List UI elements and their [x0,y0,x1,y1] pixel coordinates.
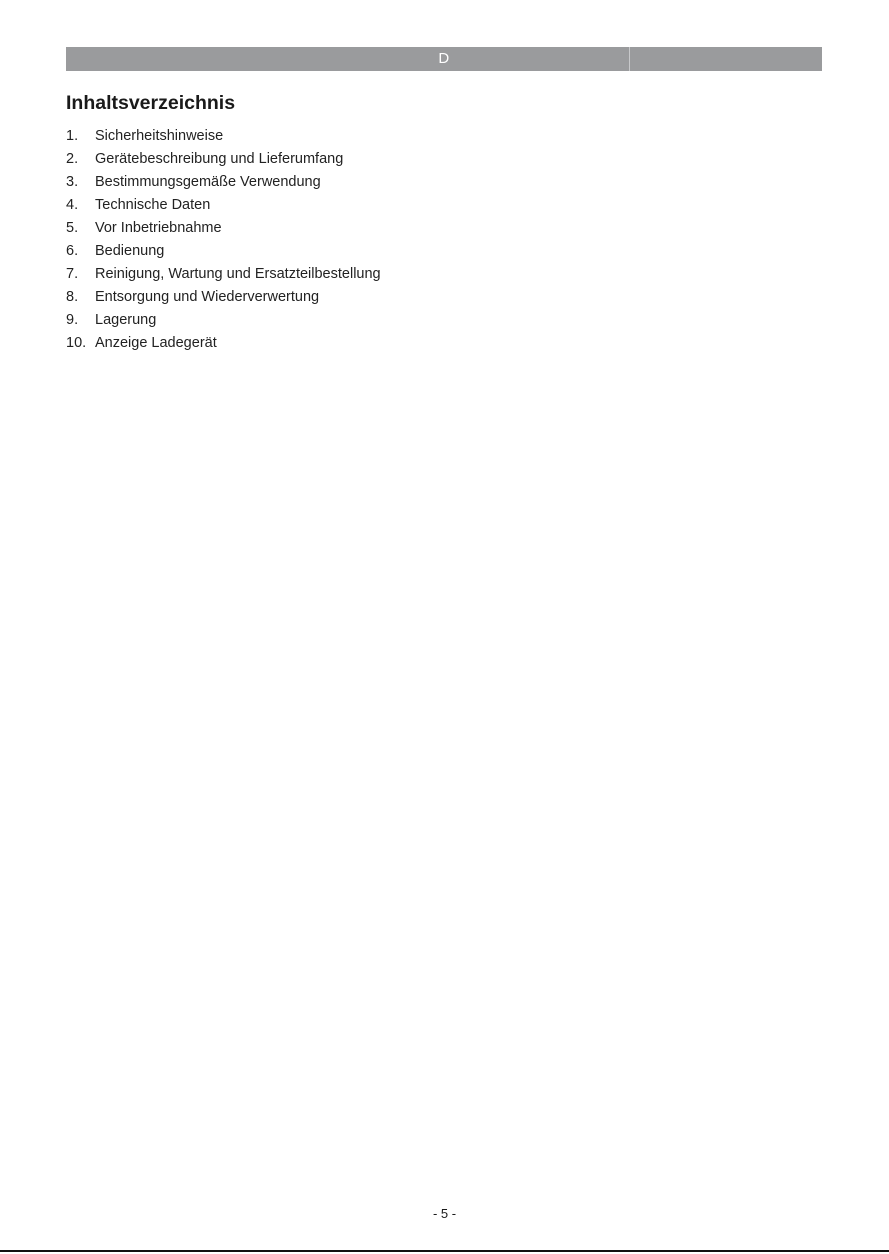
language-header-bar [66,47,822,71]
toc-item-label: Sicherheitshinweise [95,128,224,144]
toc-item-number: 6. [66,243,79,259]
toc-item-number: 3. [66,174,79,190]
toc-item-6 [66,241,381,264]
toc-item-9 [66,310,381,333]
toc-item-7 [66,264,381,287]
toc-item-label: Vor Inbetriebnahme [95,220,222,236]
toc-item-2 [66,149,381,172]
toc-item-label: Entsorgung und Wiederverwertung [95,289,320,305]
toc-item-5 [66,218,381,241]
toc-item-label: Technische Daten [95,197,211,213]
toc-item-number: 8. [66,289,79,305]
toc-item-4 [66,195,381,218]
toc-item-8 [66,287,381,310]
toc-item-number: 5. [66,220,79,236]
toc-item-number: 7. [66,266,79,282]
toc-item-number: 4. [66,197,79,213]
toc-item-label: Lagerung [95,312,157,328]
page-bottom-rule [0,1250,889,1252]
toc-item-label: Anzeige Ladegerät [95,335,217,351]
toc-title: Inhaltsverzeichnis [66,92,236,114]
toc-item-number: 2. [66,151,79,167]
table-of-contents [66,126,381,356]
toc-item-label: Reinigung, Wartung und Ersatzteilbestellung [95,266,381,282]
toc-item-label: Bedienung [95,243,165,259]
language-code: D [438,50,450,67]
toc-item-label: Gerätebeschreibung und Lieferumfang [95,151,344,167]
toc-item-number: 10. [66,335,87,351]
toc-item-1 [66,126,381,149]
toc-item-number: 9. [66,312,79,328]
toc-item-3 [66,172,381,195]
page-number: - 5 - [432,1206,457,1221]
toc-item-10 [66,333,381,356]
toc-item-label: Bestimmungsgemäße Verwendung [95,174,321,190]
toc-item-number: 1. [66,128,79,144]
